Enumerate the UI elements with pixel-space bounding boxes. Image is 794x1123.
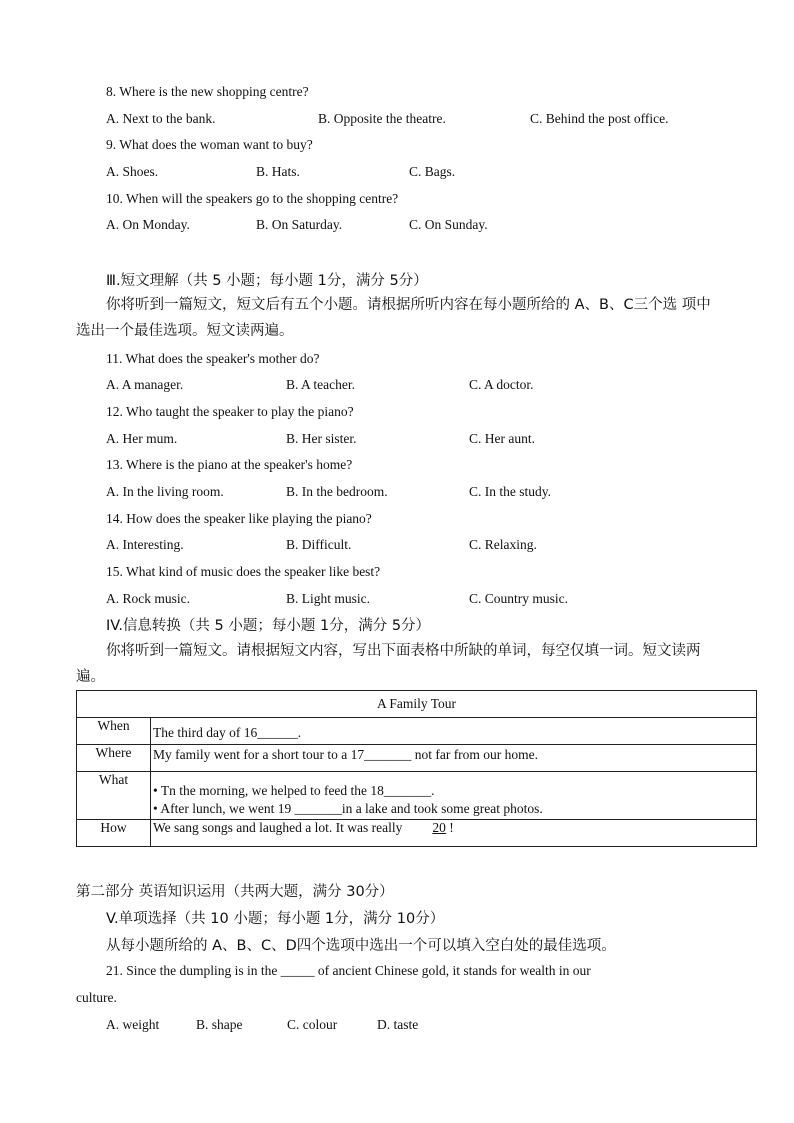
q9-option-a: A. Shoes. bbox=[106, 164, 159, 179]
q9-option-c: C. Bags. bbox=[409, 164, 456, 179]
q14-stem: 14. How does the speaker like playing the piano? bbox=[106, 511, 372, 526]
q15-option-a: A. Rock music. bbox=[106, 591, 190, 606]
row-label-when: When bbox=[77, 718, 151, 745]
q13-option-c: C. In the study. bbox=[469, 484, 551, 499]
q14-option-b: B. Difficult. bbox=[286, 537, 352, 552]
q11-option-c: C. A doctor. bbox=[469, 377, 534, 392]
q11-option-a: A. A manager. bbox=[106, 377, 184, 392]
q11-option-b: B. A teacher. bbox=[286, 377, 355, 392]
row-text-what bbox=[151, 772, 757, 820]
q14-option-a: A. Interesting. bbox=[106, 537, 184, 552]
q10-option-a: A. On Monday. bbox=[106, 217, 190, 232]
q21-option-a: A. weight bbox=[106, 1017, 160, 1032]
q15-stem: 15. What kind of music does the speaker like best? bbox=[106, 564, 381, 579]
family-tour-table bbox=[76, 690, 757, 847]
q10-stem: 10. When will the speakers go to the shopping centre? bbox=[106, 191, 399, 206]
how-text: We sang songs and laughed a lot. It was really bbox=[153, 820, 403, 835]
q9-option-b: B. Hats. bbox=[256, 164, 300, 179]
section3-heading: Ⅲ.短文理解（共 5 小题；每小题 1分，满分 5分） bbox=[106, 273, 428, 289]
row-text-how bbox=[151, 820, 757, 847]
q12-option-c: C. Her aunt. bbox=[469, 431, 535, 446]
section5-instruction: 从每小题所给的 A、B、C、D四个选项中选出一个可以填入空白处的最佳选项。 bbox=[106, 938, 616, 954]
q21-option-c: C. colour bbox=[287, 1017, 338, 1032]
q21-option-d: D. taste bbox=[377, 1017, 419, 1032]
section5-heading: V.单项选择（共 10 小题；每小题 1分，满分 10分） bbox=[106, 911, 445, 927]
row-label-where: Where bbox=[77, 745, 151, 772]
q8-option-a: A. Next to the bank. bbox=[106, 111, 216, 126]
q9-stem: 9. What does the woman want to buy? bbox=[106, 137, 313, 152]
part2-heading: 第二部分 英语知识运用（共两大题，满分 30分） bbox=[76, 884, 394, 900]
q21-stem-line2: culture. bbox=[76, 990, 117, 1005]
q21-option-b: B. shape bbox=[196, 1017, 243, 1032]
q15-option-b: B. Light music. bbox=[286, 591, 370, 606]
q8-option-b: B. Opposite the theatre. bbox=[318, 111, 446, 126]
q12-option-b: B. Her sister. bbox=[286, 431, 357, 446]
q14-option-c: C. Relaxing. bbox=[469, 537, 537, 552]
what-item-morning: • Tn the morning, we helped to feed the 18_______. bbox=[153, 783, 435, 798]
row-text-where: My family went for a short tour to a 17_______ not far from our home. bbox=[151, 745, 757, 772]
how-end: ! bbox=[445, 820, 454, 835]
q15-option-c: C. Country music. bbox=[469, 591, 569, 606]
section4-heading: IV.信息转换（共 5 小题；每小题 1分，满分 5分） bbox=[106, 618, 431, 634]
row-label-what: What bbox=[77, 772, 151, 820]
q10-option-b: B. On Saturday. bbox=[256, 217, 343, 232]
q13-option-b: B. In the bedroom. bbox=[286, 484, 388, 499]
what-item-afternoon: • After lunch, we went 19 _______in a lake and took some great photos. bbox=[153, 801, 543, 816]
q12-stem: 12. Who taught the speaker to play the piano? bbox=[106, 404, 354, 419]
row-text-when: The third day of 16______. bbox=[151, 718, 757, 745]
q12-option-a: A. Her mum. bbox=[106, 431, 178, 446]
q13-stem: 13. Where is the piano at the speaker's home? bbox=[106, 457, 353, 472]
q13-option-a: A. In the living room. bbox=[106, 484, 224, 499]
q8-option-c: C. Behind the post office. bbox=[530, 111, 669, 126]
q11-stem: 11. What does the speaker's mother do? bbox=[106, 351, 320, 366]
row-label-how: How bbox=[77, 820, 151, 847]
section4-instruction: 你将听到一篇短文。请根据短文内容，写出下面表格中所缺的单词，每空仅填一词。短文读两遍。 bbox=[76, 643, 701, 685]
blank-20: 20 bbox=[432, 820, 446, 835]
q21-stem-line1: 21. Since the dumpling is in the _____ of ancient Chinese gold, it stands for wealth in our bbox=[106, 963, 591, 978]
q10-option-c: C. On Sunday. bbox=[409, 217, 488, 232]
q8-stem: 8. Where is the new shopping centre? bbox=[106, 84, 309, 99]
section3-instruction: 你将听到一篇短文，短文后有五个小题。请根据所听内容在每小题所给的 A、B、C三个选 项中选出一个最佳选项。短文读两遍。 bbox=[76, 297, 711, 339]
table-title: A Family Tour bbox=[77, 691, 757, 718]
